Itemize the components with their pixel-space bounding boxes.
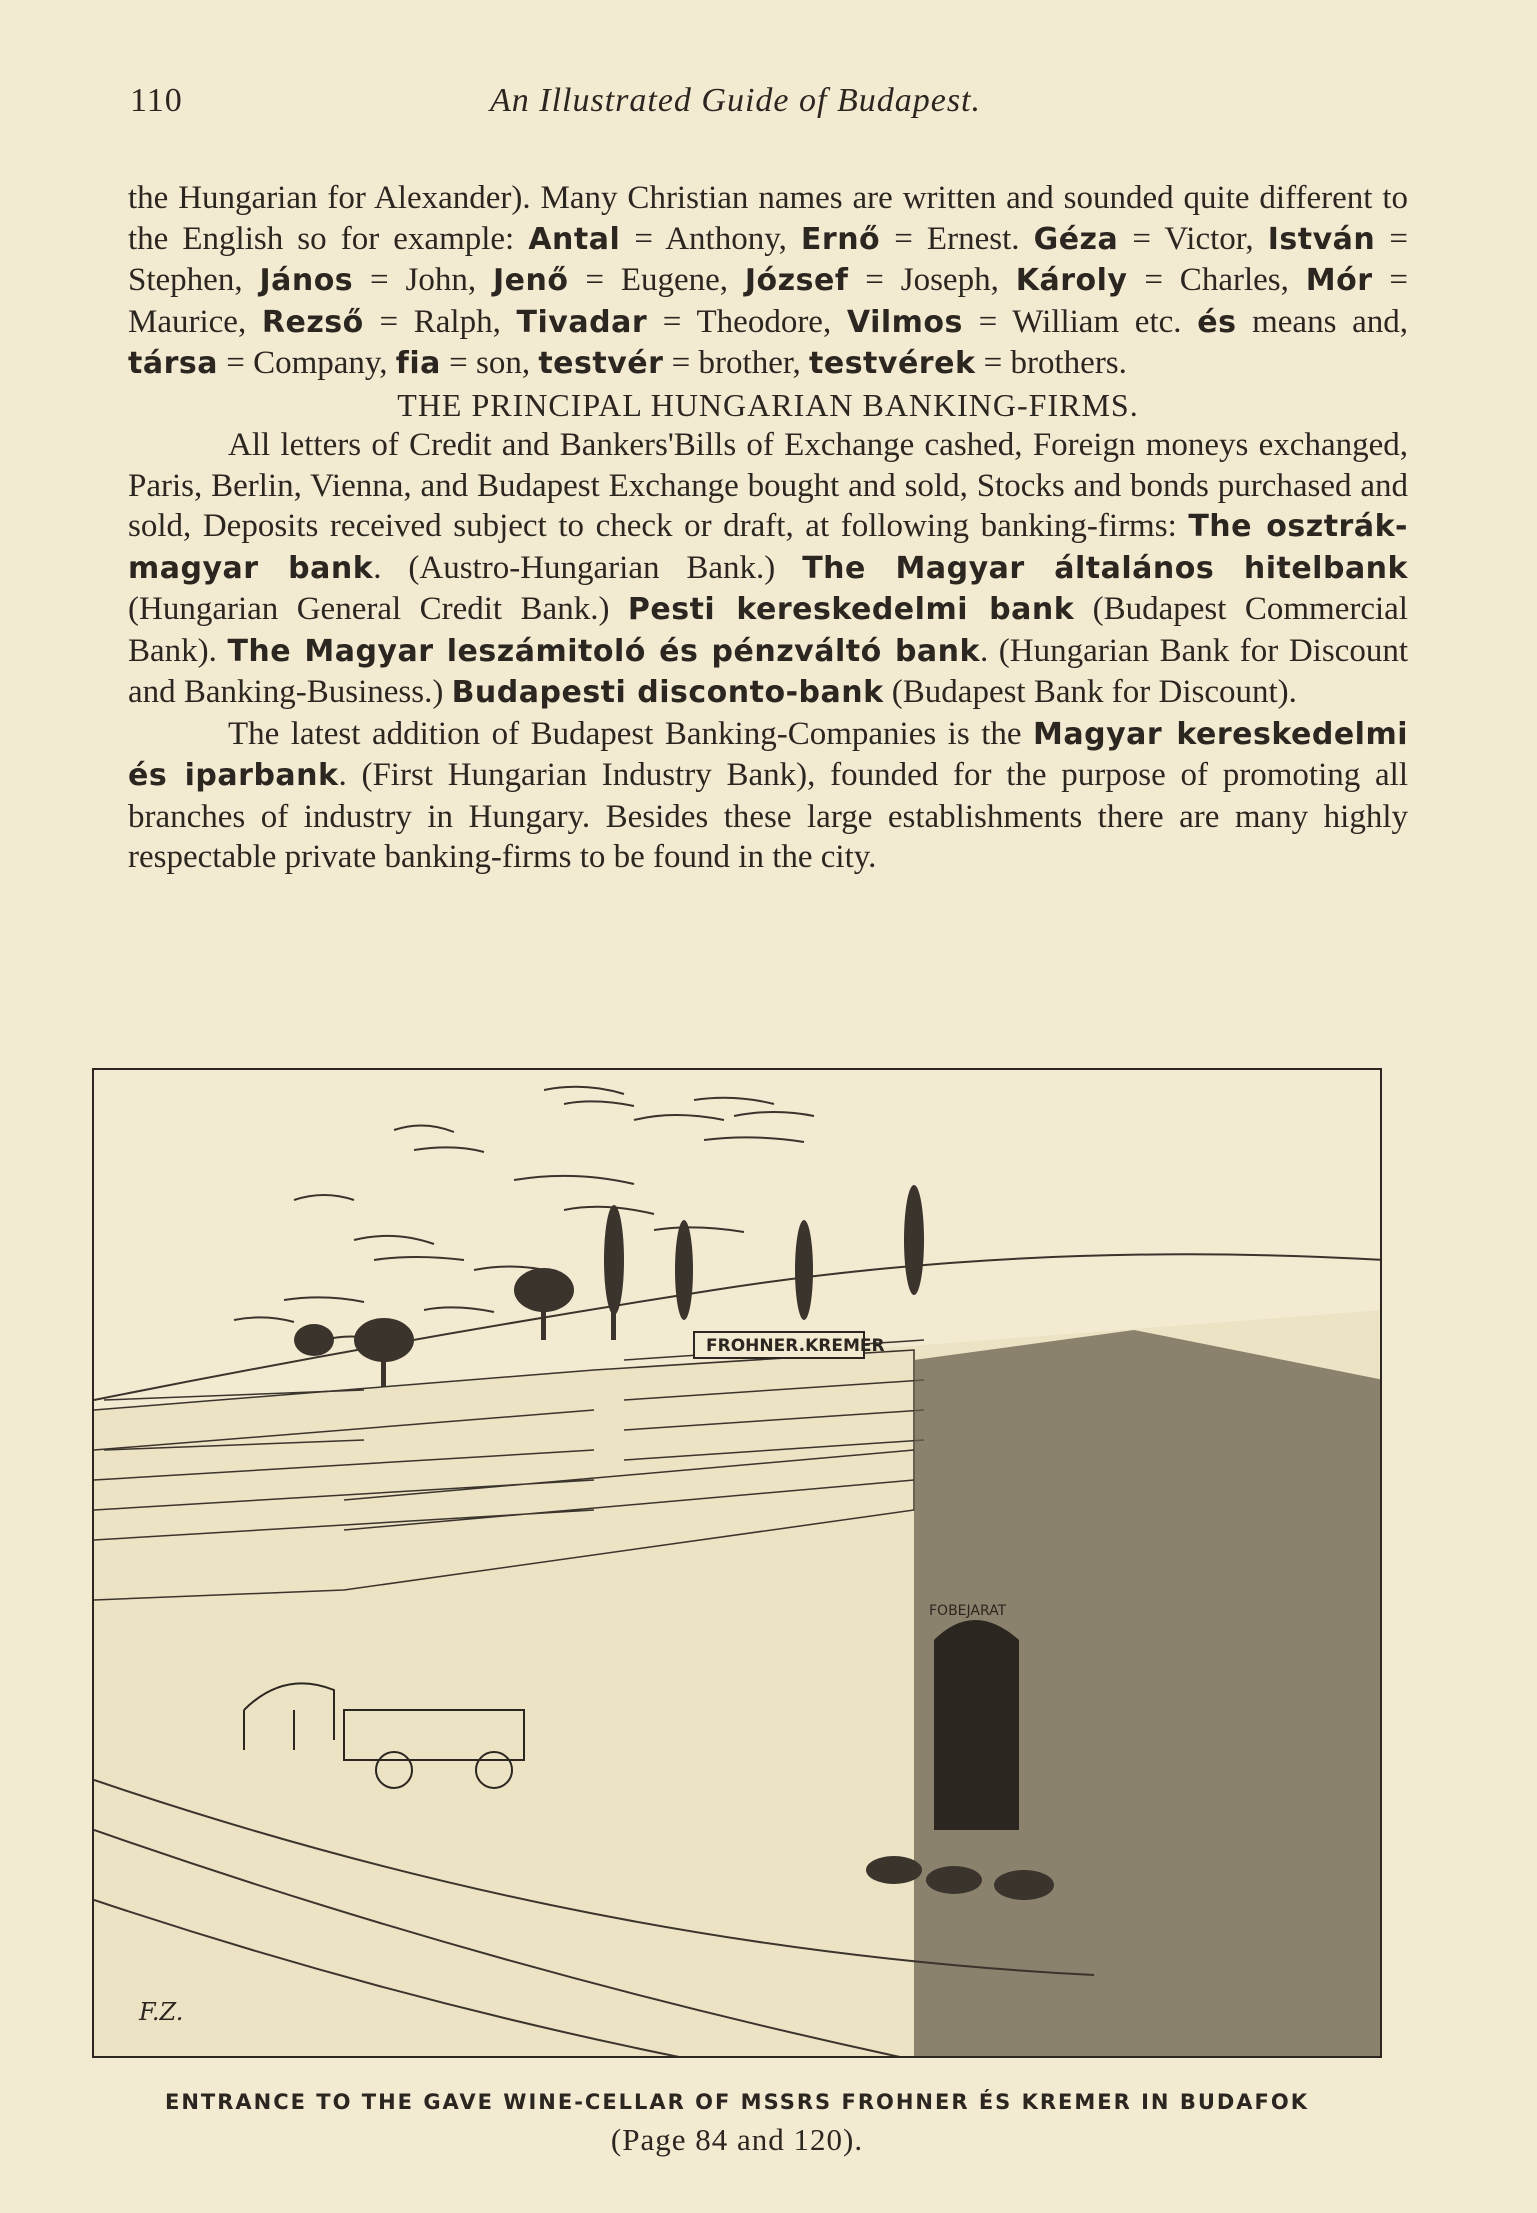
section-heading: THE PRINCIPAL HUNGARIAN BANKING-FIRMS. <box>397 386 1139 423</box>
bold-term: Jenő <box>492 263 569 298</box>
text-run: (Budapest Commercial Bank). <box>128 591 1408 669</box>
text-run: = brothers. <box>975 345 1127 381</box>
bold-term: és <box>1197 304 1237 340</box>
text-run: = Ralph, <box>363 303 517 340</box>
text-run: (Hungarian General Credit Bank.) <box>128 591 628 627</box>
text-run: . (First Hungarian Industry Bank), founded for the purpose of promoting all branches of industry in Hungary. Besides these large establishments there are many highly respectable private banking-firms to be found in the city. <box>128 757 1408 875</box>
running-title: An Illustrated Guide of Budapest. <box>490 82 982 119</box>
text-run: = Theodore, <box>647 303 847 340</box>
bold-term: The osztrák-magyar bank <box>128 509 1408 586</box>
text-run: = Ernest. <box>880 220 1034 257</box>
bold-term: Rezső <box>261 304 364 340</box>
bold-term: József <box>744 263 849 298</box>
cellar-door <box>934 1620 1019 1830</box>
bold-term: Magyar kereskedelmi és iparbank <box>128 716 1409 793</box>
page-number: 110 <box>130 82 183 119</box>
text-run: = Stephen, <box>128 220 1408 298</box>
door-sign: FOBEJARAT <box>929 1603 1007 1619</box>
figure-caption-pages: (Page 84 and 120). <box>610 2122 864 2157</box>
bold-term: The Magyar általános hitelbank <box>802 550 1408 586</box>
bold-term: fia <box>395 346 441 381</box>
text-run: . (Austro-Hungarian Bank.) <box>373 549 803 586</box>
text-run: = John, <box>353 262 493 298</box>
wine-cellar-illustration <box>92 1068 1382 2058</box>
text-run: . (Hungarian Bank for Discount and Banking-Business.) <box>128 632 1408 710</box>
bold-term: Tivadar <box>516 304 648 340</box>
bold-term: Vilmos <box>846 304 963 340</box>
text-run: = Maurice, <box>128 262 1408 340</box>
bold-term: The Magyar leszámitoló és pénzváltó bank <box>227 633 980 669</box>
text-run: = Joseph, <box>848 262 1016 298</box>
text-run: = Charles, <box>1127 262 1306 298</box>
text-run: All letters of Credit and Bankers'Bills of Exchange cashed, Foreign moneys exchanged, Paris, Berlin, Vienna, and Budapest Exchange bought and sold, Stocks and bonds purchased and sold, Deposits received subject to check or draft, at following banking-firms: <box>128 427 1408 544</box>
bold-term: Károly <box>1015 263 1128 298</box>
text-run: The latest addition of Budapest Banking-Companies is the <box>228 715 1034 752</box>
text-run: = Anthony, <box>620 220 801 257</box>
bold-term: Géza <box>1033 221 1119 257</box>
bold-term: testvér <box>538 346 664 381</box>
text-run: (Budapest Bank for Discount). <box>883 674 1297 710</box>
paragraph-latest-addition <box>128 714 1408 878</box>
figure-caption: ENTRANCE TO THE GAVE WINE-CELLAR OF MSSRS FROHNER ÉS KREMER IN BUDAFOK <box>164 2090 1310 2114</box>
text-run: = Victor, <box>1118 220 1268 257</box>
bold-term: Budapesti disconto-bank <box>451 675 884 710</box>
monogram: F.Z. <box>139 1998 184 2026</box>
text-run: = brother, <box>663 345 810 381</box>
text-run: means and, <box>1236 303 1409 340</box>
bold-term: János <box>259 263 354 298</box>
bold-term: Ernő <box>800 221 881 257</box>
text-run: = Eugene, <box>568 262 745 298</box>
bold-term: Mór <box>1305 263 1373 298</box>
text-run: = son, <box>440 345 539 381</box>
paragraph-names <box>128 178 1408 385</box>
cellar-sign-text: FROHNER.KREMER <box>706 1336 885 1356</box>
text-run: = William etc. <box>962 303 1198 340</box>
text-run: the Hungarian for Alexander). Many Christian names are written and sounded quite different to the English so for example: <box>128 180 1408 257</box>
body-text <box>128 178 1408 878</box>
bold-term: István <box>1267 221 1376 257</box>
paragraph-banking-firms <box>128 425 1408 714</box>
bold-term: Antal <box>528 221 621 257</box>
bold-term: társa <box>128 346 218 381</box>
engraving <box>94 1070 1382 2058</box>
text-run: = Company, <box>217 345 396 381</box>
bold-term: Pesti kereskedelmi bank <box>627 592 1075 627</box>
bold-term: testvérek <box>809 346 976 381</box>
page-header <box>130 82 1410 132</box>
